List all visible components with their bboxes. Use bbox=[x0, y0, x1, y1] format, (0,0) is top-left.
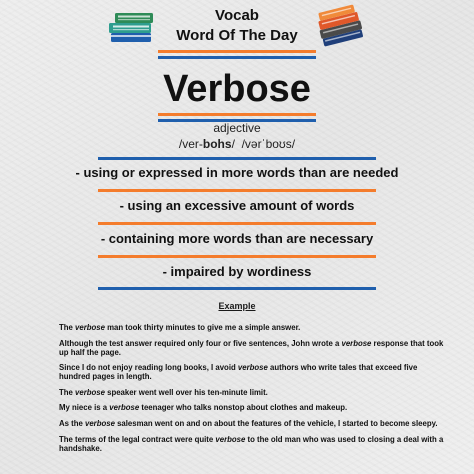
example-list bbox=[59, 323, 449, 459]
example-keyword: verbose bbox=[75, 323, 105, 332]
divider-orange bbox=[98, 255, 376, 258]
example-text: to the old man who was used to closing a deal with a handshake. bbox=[59, 434, 444, 453]
pronunciation-stress: bohs bbox=[202, 137, 232, 151]
divider-blue bbox=[98, 157, 376, 160]
definition-3: - containing more words than are necessary bbox=[100, 231, 374, 246]
divider-blue bbox=[158, 56, 316, 59]
definition-4: - impaired by wordiness bbox=[162, 264, 312, 279]
example-text: The bbox=[59, 387, 76, 397]
divider-orange bbox=[98, 222, 376, 225]
example-keyword: verbose bbox=[341, 338, 372, 348]
example-text: My niece is a bbox=[59, 403, 110, 413]
example-heading: Example bbox=[218, 301, 256, 311]
part-of-speech: adjective bbox=[213, 121, 261, 135]
example-sentence bbox=[59, 363, 449, 381]
example-sentence bbox=[59, 388, 449, 397]
example-text: salesman went on and on about the features of the vehicle, I started to become sleepy. bbox=[114, 418, 438, 428]
example-sentence bbox=[59, 339, 449, 357]
example-sentence bbox=[59, 435, 449, 453]
example-text: Since I do not enjoy reading long books, I avoid bbox=[59, 363, 238, 373]
example-text: speaker went well over his ten-minute limit. bbox=[104, 387, 268, 397]
example-text: teenager who talks nonstop about clothes and makeup. bbox=[139, 403, 348, 413]
definition-2: - using an excessive amount of words bbox=[119, 198, 355, 213]
example-text: Although the test answer required only four or five sentences, John wrote a bbox=[59, 338, 342, 348]
example-sentence bbox=[59, 419, 449, 428]
pronunciation bbox=[0, 137, 474, 151]
header-title-vocab: Vocab bbox=[215, 7, 259, 24]
example-text: authors who write tales that exceed five hundred pages in length. bbox=[59, 363, 418, 382]
example-keyword: verbose bbox=[237, 363, 268, 373]
example-text: As the bbox=[59, 418, 85, 428]
example-keyword: verbose bbox=[85, 418, 115, 428]
definition-1: - using or expressed in more words than are needed bbox=[75, 165, 399, 180]
example-keyword: verbose bbox=[215, 434, 246, 444]
pronunciation-post: / bbox=[231, 137, 235, 151]
divider-blue bbox=[98, 287, 376, 290]
divider-orange bbox=[158, 113, 316, 116]
header-title-wotd: Word Of The Day bbox=[176, 27, 298, 44]
pronunciation-ipa: /vərˈboʊs/ bbox=[241, 137, 296, 151]
example-text: The terms of the legal contract were quite bbox=[59, 434, 216, 444]
pronunciation-pre: /ver- bbox=[178, 137, 203, 151]
example-text: response that took up half the page. bbox=[59, 338, 444, 357]
example-text: The bbox=[59, 323, 76, 332]
example-keyword: verbose bbox=[109, 403, 140, 413]
divider-orange bbox=[98, 189, 376, 192]
example-text: man took thirty minutes to give me a simple answer. bbox=[104, 323, 301, 332]
example-keyword: verbose bbox=[75, 387, 105, 397]
example-sentence bbox=[59, 403, 449, 412]
featured-word: Verbose bbox=[163, 68, 311, 110]
example-sentence bbox=[59, 323, 449, 332]
divider-orange bbox=[158, 50, 316, 53]
